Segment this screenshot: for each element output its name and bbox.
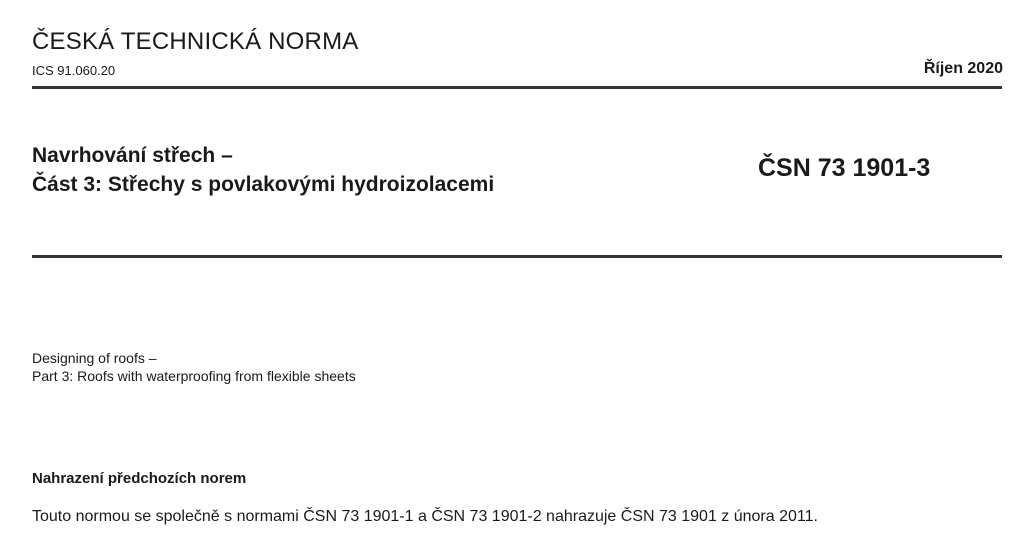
czech-title-line-2: Část 3: Střechy s povlakovými hydroizolacemi [32, 173, 495, 196]
english-title [32, 349, 356, 385]
czech-title [32, 141, 494, 199]
english-title-line-2: Part 3: Roofs with waterproofing from flexible sheets [32, 368, 356, 384]
document-type-heading: ČESKÁ TECHNICKÁ NORMA [32, 28, 359, 55]
english-title-line-1: Designing of roofs – [32, 350, 157, 366]
header-divider [32, 86, 1002, 89]
replacement-text: Touto normou se společně s normami ČSN 73 1901-1 a ČSN 73 1901-2 nahrazuje ČSN 73 1901 z února 2011. [32, 508, 818, 525]
title-divider [32, 255, 1002, 258]
ics-code: ICS 91.060.20 [32, 63, 116, 78]
standard-number: ČSN 73 1901-3 [758, 154, 931, 182]
publication-date: Říjen 2020 [923, 60, 1003, 77]
czech-title-line-1: Navrhování střech – [32, 144, 233, 167]
replacement-heading: Nahrazení předchozích norem [32, 470, 247, 487]
